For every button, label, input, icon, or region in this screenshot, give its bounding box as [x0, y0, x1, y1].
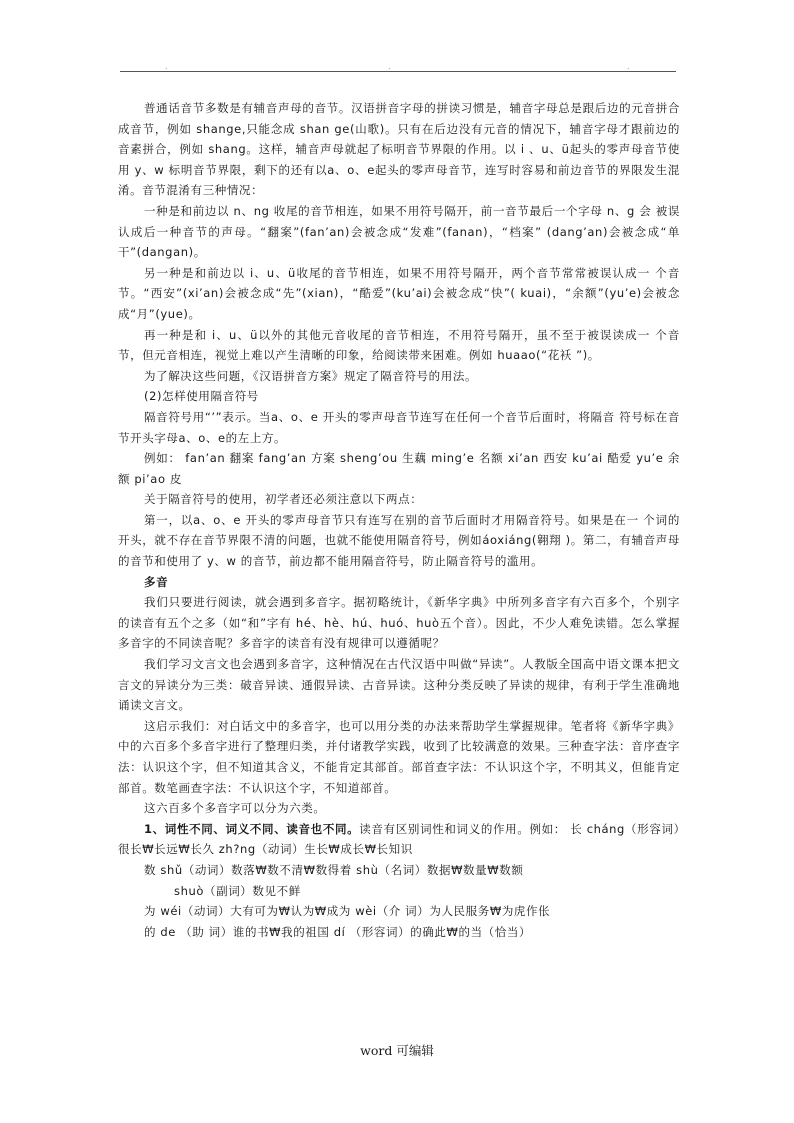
paragraph-text: 读音有区别词性和词义的作用。例如： 长 cháng（形容词）很长₩长远₩长久 zh?ng（动词）生长₩成长₩长知识: [118, 821, 680, 857]
paragraph-text: 这启示我们：对白话文中的多音字，也可以用分类的办法来帮助学生掌握规律。笔者将《新华字典》中的六百多个多音字进行了整理归类，并付诸教学实践，收到了比较满意的效果。三种查字法：音序查字法：认识这个字，但不知道其含义，不能肯定其部首。部首查字法：不认识这个字，不明其义，但能肯定部首。数笔画查字法：不认识这个字，不知道部首。: [118, 718, 680, 795]
paragraph-text: 我们只要进行阅读，就会遇到多音字。据初略统计，《新华字典》中所列多音字有六百多个，个别字的读音有五个之多（如“和”字有 hé、hè、hú、huó、huò五个音）。因此，不少人难免读错。怎么掌握多音字的不同读音呢？多音字的读音有没有规律可以遵循呢？: [118, 595, 680, 651]
paragraph-text: 这六百多个多音字可以分为六类。: [144, 801, 326, 816]
paragraph: [118, 263, 680, 325]
paragraph-text: 另一种是和前边以 i、u、ü收尾的音节相连，如果不用符号隔开，两个音节常常被误认成一 个音节。“西安”(xi’an)会被念成“先”(xian)，“酷爱”(ku’ai)会被念成“快”( kuai)，“余额”(yu’e)会被念成“月”(yue)。: [118, 265, 680, 321]
paragraph-text: 我们学习文言文也会遇到多音字，这种情况在古代汉语中叫做“异读”。人教版全国高中语文课本把文言文的异读分为三类：破音异读、通假异读、古音异读。这种分类反映了异读的规律，有利于学生准确地诵读文言文。: [118, 657, 680, 713]
paragraph: [118, 654, 680, 716]
paragraph-text: (2)怎样使用隔音符号: [144, 389, 259, 404]
paragraph: [118, 716, 680, 798]
header-dot: .: [388, 62, 391, 71]
header-rule: [120, 71, 676, 72]
paragraph-text: 的 de （助 词）谁的书₩我的祖国 dí （形容词）的确此₩的当（恰当）: [144, 924, 532, 939]
paragraph-text: 为了解决这些问题，《汉语拼音方案》规定了隔音符号的用法。: [144, 368, 478, 383]
paragraph: [118, 489, 680, 510]
document-body: [118, 98, 680, 942]
header-dot: .: [165, 62, 168, 71]
paragraph-text: 一种是和前边以 n、ng 收尾的音节相连，如果不用符号隔开，前一音节最后一个字母 n、g 会 被误认成后一种音节的声母。“翻案”(fan’an)会被念成“发难”(fanan)，“档案” (dang’an)会被念成“单干”(dangan)。: [118, 203, 680, 260]
paragraph-text: 多音: [144, 574, 169, 589]
paragraph: [118, 798, 680, 819]
paragraph: [118, 592, 680, 654]
paragraph: [118, 201, 680, 263]
paragraph: [118, 98, 680, 201]
paragraph-text: 普通话音节多数是有辅音声母的音节。汉语拼音字母的拼读习惯是，辅音字母总是跟后边的元音拼合成音节，例如 shange,只能念成 shan ge(山歌)。只有在后边没有元音的情况下，辅音字母才跟前边的音素拼合，例如 shang。这样，辅音声母就起了标明音节界限的作用。以 i 、u、ü起头的零声母音节使用 y、w 标明音节界限，剩下的还有以a、o、e起头的零声母音节，连写时容易和前边音节的界限发生混淆。音节混淆有三种情况：: [118, 101, 680, 198]
paragraph-text: 为 wéi（动词）大有可为₩认为₩成为 wèi（介 词）为人民服务₩为虎作伥: [144, 904, 551, 919]
paragraph: [118, 510, 680, 572]
paragraph: [118, 386, 680, 407]
paragraph-text: 隔音符号用“’”表示。当a、o、e 开头的零声母音节连写在任何一个音节后面时，将隔音 符号标在音节开头字母a、o、e的左上方。: [118, 409, 680, 445]
paragraph: [118, 407, 680, 448]
paragraph: [118, 901, 680, 922]
paragraph-text: 第一，以a、o、e 开头的零声母音节只有连写在别的音节后面时才用隔音符号。如果是在一 个词的开头，就不存在音节界限不清的问题，也就不能使用隔音符号，例如áoxiáng(翱翔 )。第二，有辅音声母的音节和使用了 y、w 的音节，前边都不能用隔音符号，防止隔音符号的滥用。: [118, 512, 680, 569]
paragraph-text: 例如： fan’an 翻案 fang’an 方案 sheng’ou 生藕 ming’e 名额 xi’an 西安 ku’ai 酷爱 yu’e 余额 pi’ao 皮: [118, 451, 680, 486]
paragraph: [118, 881, 680, 902]
paragraph: [118, 448, 680, 489]
paragraph-text: shuò（副词）数见不鲜: [174, 883, 301, 898]
paragraph: [118, 922, 680, 943]
header-dot: .: [627, 62, 630, 71]
paragraph-text: 再一种是和 i、u、ü以外的其他元音收尾的音节相连，不用符号隔开，虽不至于被误读成一 个音节，但元音相连，视觉上难以产生清晰的印象，给阅读带来困难。例如 huaao(“花袄 ”)。: [118, 327, 680, 363]
paragraph: [118, 860, 680, 881]
paragraph-lead: 1、词性不同、词义不同、读音也不同。: [144, 821, 360, 836]
paragraph-text: 数 shǔ（动词）数落₩数不清₩数得着 shù（名词）数据₩数量₩数额: [144, 862, 524, 877]
footer-text: word 可编辑: [360, 1043, 434, 1058]
paragraph: [118, 572, 680, 593]
paragraph-text: 关于隔音符号的使用，初学者还必须注意以下两点：: [144, 492, 423, 507]
paragraph: [118, 819, 680, 860]
paragraph: [118, 366, 680, 387]
paragraph: [118, 325, 680, 366]
